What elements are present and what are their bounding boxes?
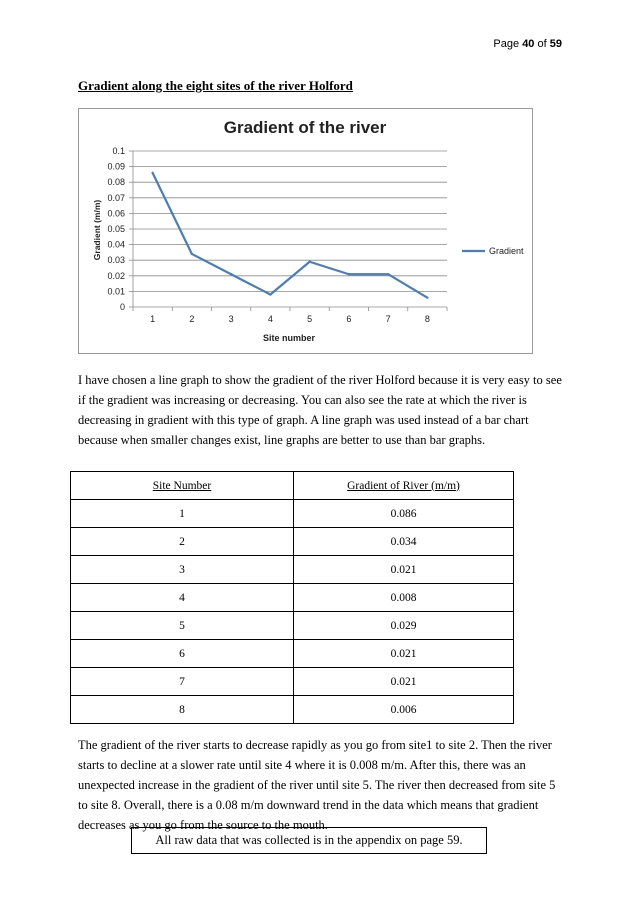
- data-point: [230, 273, 232, 275]
- chart-title: Gradient of the river: [223, 118, 387, 137]
- paragraph-graph-choice: I have chosen a line graph to show the gradient of the river Holford because it is very easy to see if the gradient was increasing or decreasing. You can also see the rate at which the river is decreasing in gradient with this type of graph. A line graph was used instead of a bar chart because when smaller changes exist, line graphs are better to use than bar graphs.: [78, 373, 562, 447]
- table-cell: 1: [71, 500, 294, 528]
- table-cell: 0.021: [294, 556, 514, 584]
- table-row: [71, 668, 514, 696]
- x-tick-label: 1: [150, 314, 156, 324]
- page-total: 59: [549, 38, 562, 50]
- table-row: [71, 584, 514, 612]
- y-tick-label: 0.04: [107, 239, 125, 250]
- data-point: [387, 273, 389, 275]
- table-cell: 0.034: [294, 528, 514, 556]
- table-header-row: [71, 472, 514, 500]
- table-cell: 7: [71, 668, 294, 696]
- y-tick-label: 0.08: [107, 177, 125, 188]
- chart-y-ticks: [107, 146, 125, 312]
- table-row: [71, 500, 514, 528]
- table-row: [71, 612, 514, 640]
- table-header-site: Site Number: [71, 472, 294, 500]
- data-point: [151, 172, 153, 174]
- gradient-table: [70, 471, 514, 724]
- x-tick-label: 7: [385, 314, 391, 324]
- x-tick-label: 2: [189, 314, 195, 324]
- chart-x-ticks: [150, 314, 430, 324]
- chart-x-label: Site number: [262, 333, 316, 343]
- table-cell: 0.021: [294, 640, 514, 668]
- table-cell: 0.086: [294, 500, 514, 528]
- data-point: [348, 273, 350, 275]
- paragraph-analysis: The gradient of the river starts to decrease rapidly as you go from site1 to site 2. Then the river starts to decline at a slower rate until site 4 where it is 0.008 m/m. After this, there was an unexpected increase in the gradient of the river until site 5. The river then decreased from site 5 to site 8. Overall, there is a 0.08 m/m downward trend in the data which means that gradient decreases as you go from the source to the mouth.: [78, 738, 556, 832]
- table-header-gradient: Gradient of River (m/m): [294, 472, 514, 500]
- y-tick-label: 0.09: [107, 161, 125, 172]
- gradient-chart: [78, 108, 533, 354]
- table-cell: 8: [71, 696, 294, 724]
- y-tick-label: 0.01: [107, 286, 125, 297]
- section-heading: Gradient along the eight sites of the river Holford: [78, 78, 353, 93]
- y-tick-label: 0.03: [107, 255, 125, 266]
- x-tick-label: 5: [307, 314, 313, 324]
- x-tick-label: 6: [346, 314, 352, 324]
- data-point: [269, 293, 271, 295]
- series-line: [153, 173, 428, 298]
- table-cell: 0.008: [294, 584, 514, 612]
- data-point: [191, 253, 193, 255]
- page-of: of: [537, 38, 547, 50]
- appendix-note: All raw data that was collected is in the appendix on page 59.: [131, 827, 487, 854]
- y-tick-label: 0.1: [112, 146, 125, 156]
- table-cell: 3: [71, 556, 294, 584]
- chart-grid: [129, 151, 447, 311]
- y-tick-label: 0.02: [107, 270, 125, 281]
- table-cell: 6: [71, 640, 294, 668]
- table-cell: 0.021: [294, 668, 514, 696]
- table-row: [71, 696, 514, 724]
- page-number: [460, 38, 562, 50]
- x-tick-label: 4: [267, 314, 273, 324]
- page-label: Page: [493, 38, 520, 50]
- table-row: [71, 528, 514, 556]
- chart-series: [151, 172, 428, 299]
- chart-y-label: Gradient (m/m): [92, 199, 102, 261]
- data-point: [426, 296, 428, 298]
- table-cell: 0.029: [294, 612, 514, 640]
- table-row: [71, 640, 514, 668]
- chart-svg: [79, 109, 532, 353]
- table-cell: 4: [71, 584, 294, 612]
- chart-legend: [462, 246, 524, 256]
- legend-label: Gradient: [489, 246, 524, 256]
- y-tick-label: 0.06: [107, 208, 125, 219]
- y-tick-label: 0.05: [107, 224, 125, 234]
- page-current: 40: [522, 38, 535, 50]
- y-tick-label: 0: [119, 302, 125, 312]
- x-tick-label: 8: [424, 314, 430, 324]
- x-tick-label: 3: [228, 314, 234, 324]
- table-row: [71, 556, 514, 584]
- y-tick-label: 0.07: [107, 192, 125, 203]
- data-point: [308, 261, 310, 263]
- table-cell: 5: [71, 612, 294, 640]
- table-cell: 0.006: [294, 696, 514, 724]
- table-cell: 2: [71, 528, 294, 556]
